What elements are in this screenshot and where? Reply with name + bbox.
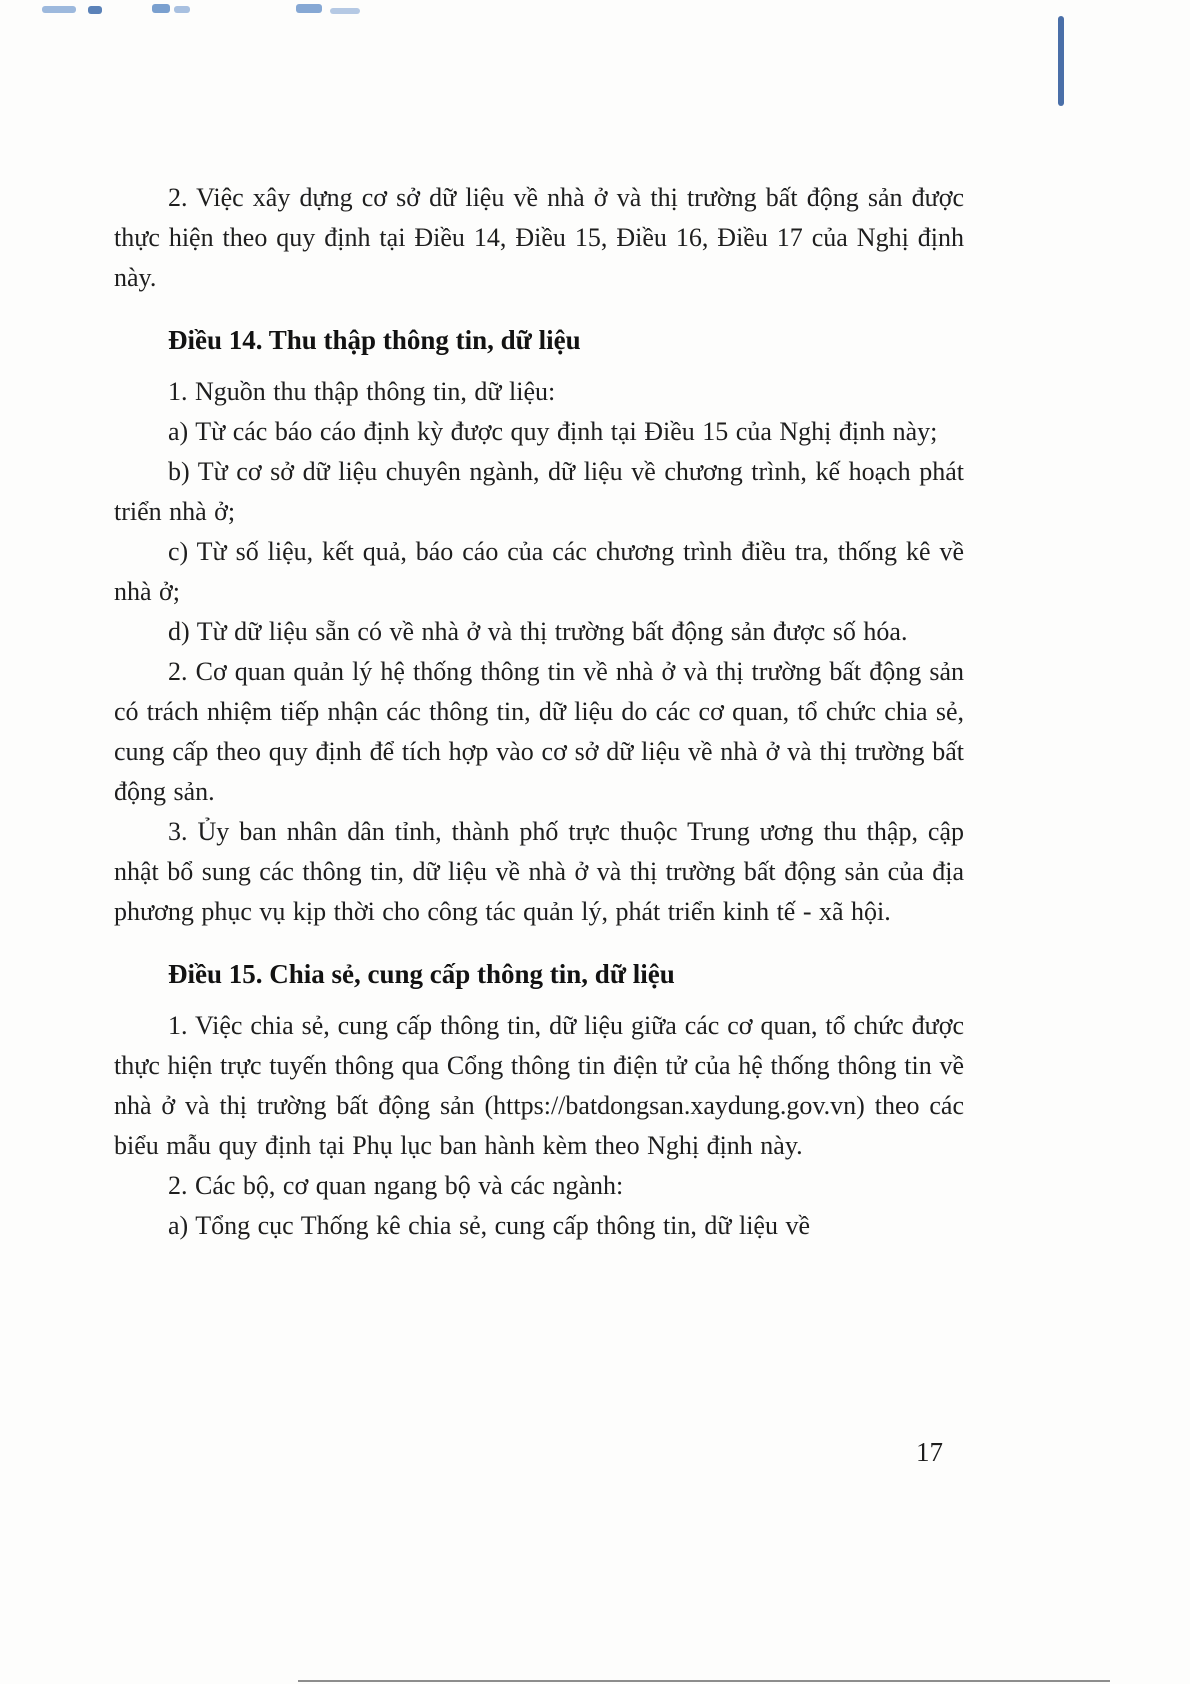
scan-artifact — [330, 8, 360, 14]
paragraph: 2. Việc xây dựng cơ sở dữ liệu về nhà ở và thị trường bất động sản được thực hiện theo quy định tại Điều 14, Điều 15, Điều 16, Điều 17 của Nghị định này. — [114, 183, 964, 292]
scan-artifact — [152, 4, 170, 13]
scan-artifact — [174, 6, 190, 13]
paragraph: d) Từ dữ liệu sẵn có về nhà ở và thị trường bất động sản được số hóa. — [168, 617, 908, 646]
paragraph: c) Từ số liệu, kết quả, báo cáo của các chương trình điều tra, thống kê về nhà ở; — [114, 537, 964, 606]
paragraph: a) Tổng cục Thống kê chia sẻ, cung cấp thông tin, dữ liệu về — [168, 1211, 811, 1240]
scan-artifact — [296, 4, 322, 13]
scan-artifact — [1058, 16, 1064, 106]
article-heading: Điều 14. Thu thập thông tin, dữ liệu — [168, 325, 581, 355]
paragraph: 1. Việc chia sẻ, cung cấp thông tin, dữ liệu giữa các cơ quan, tổ chức được thực hiện trực tuyến thông qua Cổng thông tin điện tử của hệ thống thông tin về nhà ở và thị trường bất động sản (https://batdongsan.xaydung.gov.vn) theo các biểu mẫu quy định tại Phụ lục ban hành kèm theo Nghị định này. — [114, 1011, 964, 1160]
paragraph: 2. Các bộ, cơ quan ngang bộ và các ngành: — [168, 1171, 624, 1200]
paragraph: 2. Cơ quan quản lý hệ thống thông tin về nhà ở và thị trường bất động sản có trách nhiệm tiếp nhận các thông tin, dữ liệu do các cơ quan, tổ chức chia sẻ, cung cấp theo quy định để tích hợp vào cơ sở dữ liệu về nhà ở và thị trường bất động sản. — [114, 657, 964, 806]
paragraph: 1. Nguồn thu thập thông tin, dữ liệu: — [168, 377, 556, 406]
paragraph: b) Từ cơ sở dữ liệu chuyên ngành, dữ liệu về chương trình, kế hoạch phát triển nhà ở; — [114, 457, 964, 526]
page-number: 17 — [916, 1437, 943, 1467]
paragraph: a) Từ các báo cáo định kỳ được quy định tại Điều 15 của Nghị định này; — [168, 417, 938, 446]
scan-artifact — [298, 1680, 1110, 1682]
article-heading: Điều 15. Chia sẻ, cung cấp thông tin, dữ liệu — [168, 959, 675, 989]
scan-artifact — [42, 6, 76, 13]
paragraph: 3. Ủy ban nhân dân tỉnh, thành phố trực thuộc Trung ương thu thập, cập nhật bổ sung các thông tin, dữ liệu về nhà ở và thị trường bất động sản của địa phương phục vụ kịp thời cho công tác quản lý, phát triển kinh tế - xã hội. — [114, 817, 964, 926]
scan-artifact — [88, 6, 102, 14]
document-body — [114, 178, 964, 1246]
